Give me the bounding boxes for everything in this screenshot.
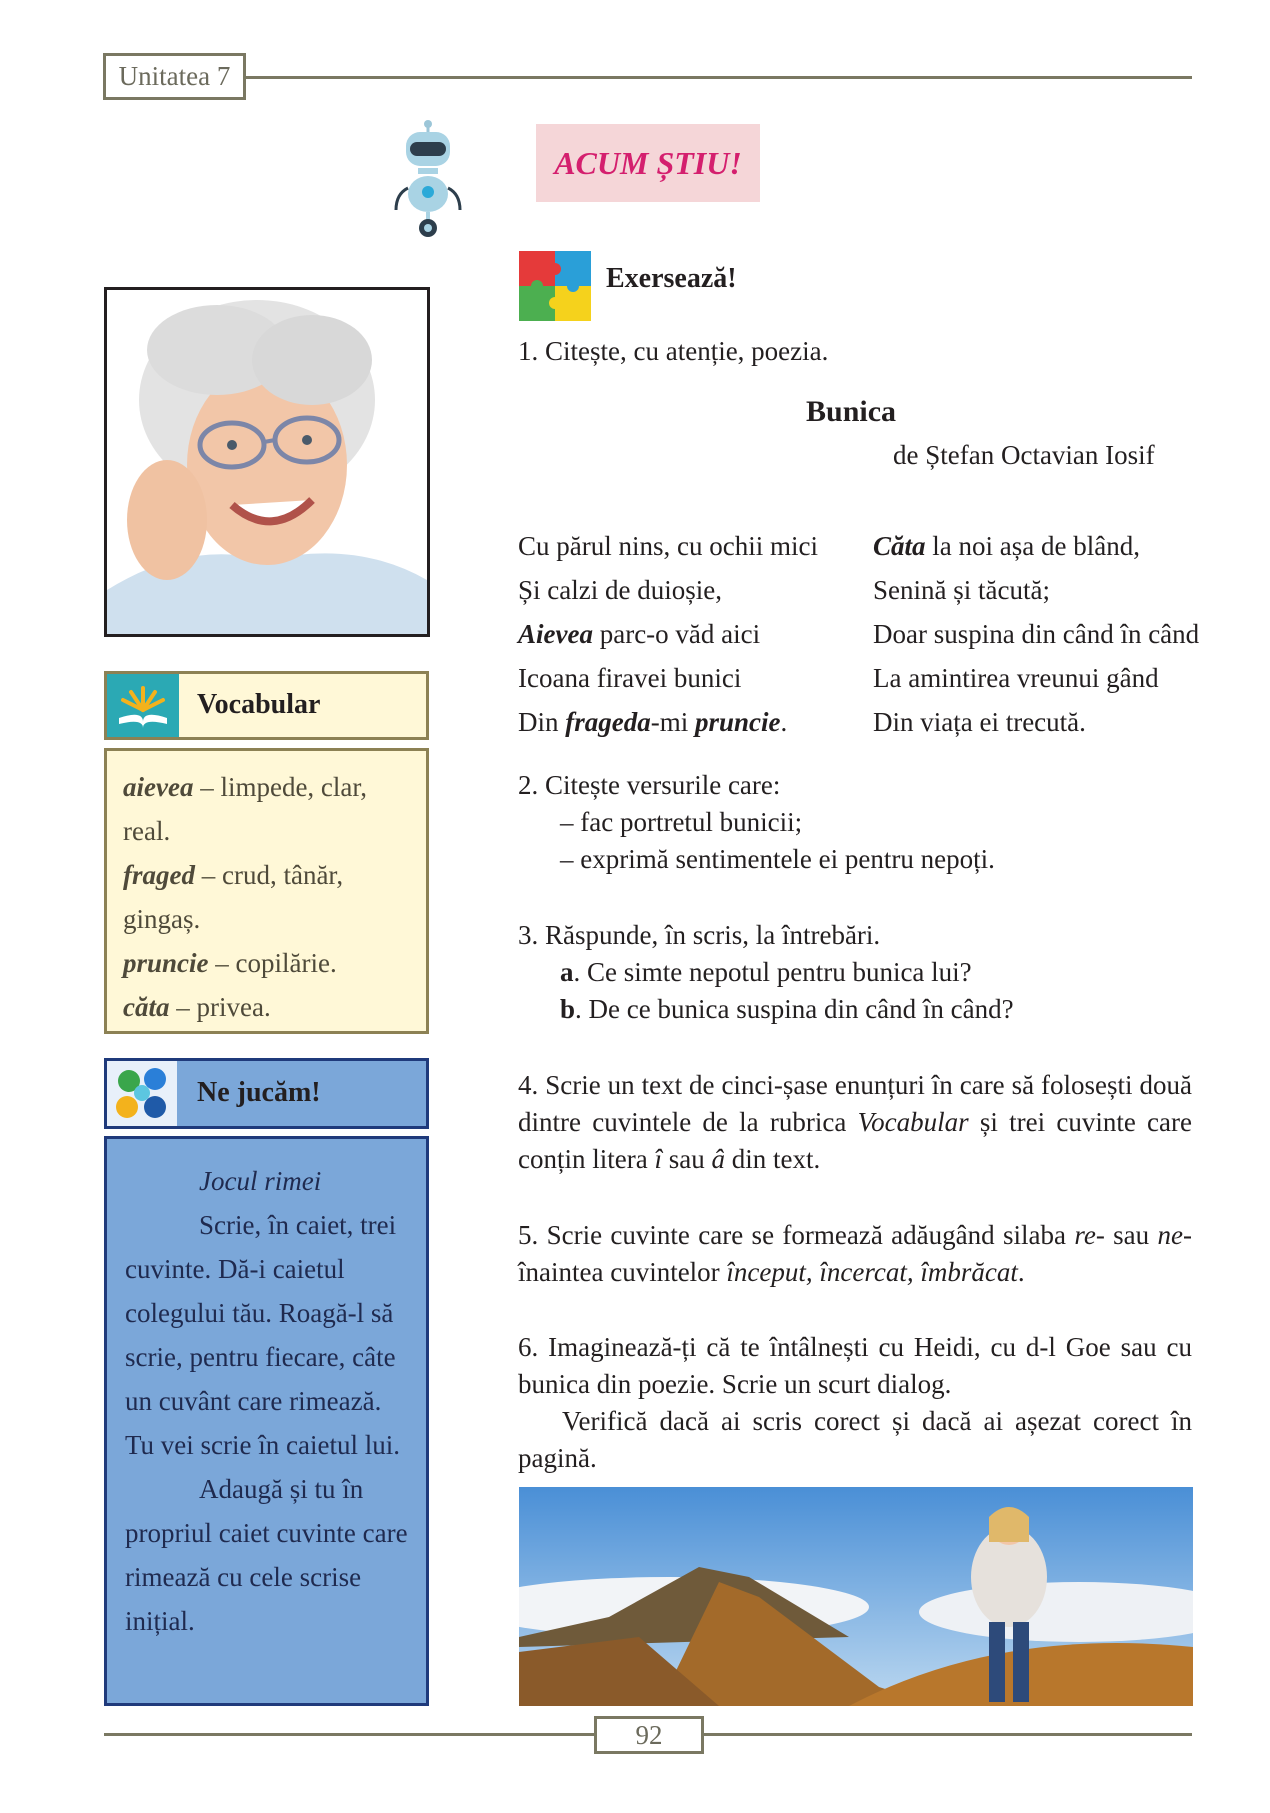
task-2-item: – exprimă sentimentele ei pentru nepoți.: [560, 844, 995, 874]
vocabular-list: [104, 748, 429, 1034]
poem-line: Icoana firavei bunici: [518, 663, 742, 693]
puzzle-icon: [519, 251, 591, 321]
ne-jucam-header: [104, 1058, 429, 1129]
grandmother-photo: [104, 287, 430, 637]
joc-paragraph: Adaugă și tu în propriul caiet cuvinte care rimează cu cele scrise inițial.: [125, 1474, 408, 1636]
poem-author: de Ștefan Octavian Iosif: [893, 440, 1155, 470]
task-5: 5. Scrie cuvinte care se formează adăugând silaba re- sau ne- înaintea cuvintelor început, încercat, îmbrăcat.: [518, 1220, 1192, 1287]
robot-icon: [388, 120, 468, 240]
poem-line: Căta la noi așa de blând,: [873, 531, 1140, 561]
vocab-item: aievea – limpede, clar, real.: [123, 772, 368, 846]
joc-title: Jocul rimei: [199, 1166, 322, 1196]
task-6: [518, 1329, 1192, 1477]
vocabular-title: Vocabular: [197, 689, 321, 720]
header-rule: [246, 76, 1192, 79]
task-1: 1. Citește, cu atenție, poezia.: [518, 336, 829, 366]
vocab-item: fraged – crud, tânăr, gingaș.: [123, 860, 344, 934]
poem-title: Bunica: [806, 395, 897, 428]
poem-line: Din frageda-mi pruncie.: [518, 707, 788, 737]
task-3: [518, 917, 1192, 1028]
hands-icon: [107, 1061, 177, 1126]
page-number-text: 92: [635, 1719, 663, 1750]
poem-line: La amintirea vreunui gând: [873, 663, 1159, 693]
poem-line: Doar suspina din când în când: [873, 619, 1200, 649]
acum-stiu-banner: [536, 124, 760, 202]
vocab-item: pruncie – copilărie.: [123, 948, 337, 978]
task-2: [518, 767, 1192, 878]
poem-line: Senină și tăcută;: [873, 575, 1050, 605]
poem-right-column: [873, 524, 1200, 744]
page-number: [594, 1716, 704, 1754]
task-3-item: a. Ce simte nepotul pentru bunica lui?: [560, 957, 972, 987]
task-3-item: b. De ce bunica suspina din când în când?: [560, 994, 1014, 1024]
poem-line: Din viața ei trecută.: [873, 707, 1086, 737]
ne-jucam-box: [104, 1136, 429, 1706]
task-3-title: 3. Răspunde, în scris, la întrebări.: [518, 920, 881, 950]
footer-rule-right: [704, 1733, 1192, 1736]
exercise-title: Exersează!: [606, 263, 737, 294]
joc-paragraph: Scrie, în caiet, trei cuvinte. Dă-i caietul colegului tău. Roagă-l să scrie, pentru fiecare, câte un cuvânt care rimează. Tu vei scrie în caietul lui.: [125, 1210, 400, 1460]
mountain-girl-photo: [519, 1487, 1193, 1706]
task-2-item: – fac portretul bunicii;: [560, 807, 803, 837]
poem-line: Și calzi de duioșie,: [518, 575, 722, 605]
vocabular-header: [104, 671, 429, 740]
task-6-text: 6. Imaginează-ți că te întâlnești cu Heidi, cu d-l Goe sau cu bunica din poezie. Scrie un scurt dialog.: [518, 1332, 1192, 1399]
poem-line: Aievea parc-o văd aici: [518, 619, 761, 649]
book-icon: [107, 674, 179, 737]
unit-label: [103, 53, 246, 100]
task-4: 4. Scrie un text de cinci-șase enunțuri în care să folosești două dintre cuvintele de la rubrica Vocabular și trei cuvinte care conțin litera î sau â din text.: [518, 1070, 1193, 1174]
ne-jucam-title: Ne jucăm!: [197, 1077, 321, 1108]
task-2-title: 2. Citește versurile care:: [518, 770, 781, 800]
task-6-note: Verifică dacă ai scris corect și dacă ai așezat corect în pagină.: [518, 1406, 1192, 1473]
acum-stiu-text: ACUM ȘTIU!: [554, 144, 742, 181]
footer-rule-left: [104, 1733, 594, 1736]
poem-line: Cu părul nins, cu ochii mici: [518, 531, 818, 561]
unit-label-text: Unitatea 7: [118, 61, 231, 91]
poem-left-column: [518, 524, 838, 744]
vocab-item: căta – privea.: [123, 992, 271, 1022]
